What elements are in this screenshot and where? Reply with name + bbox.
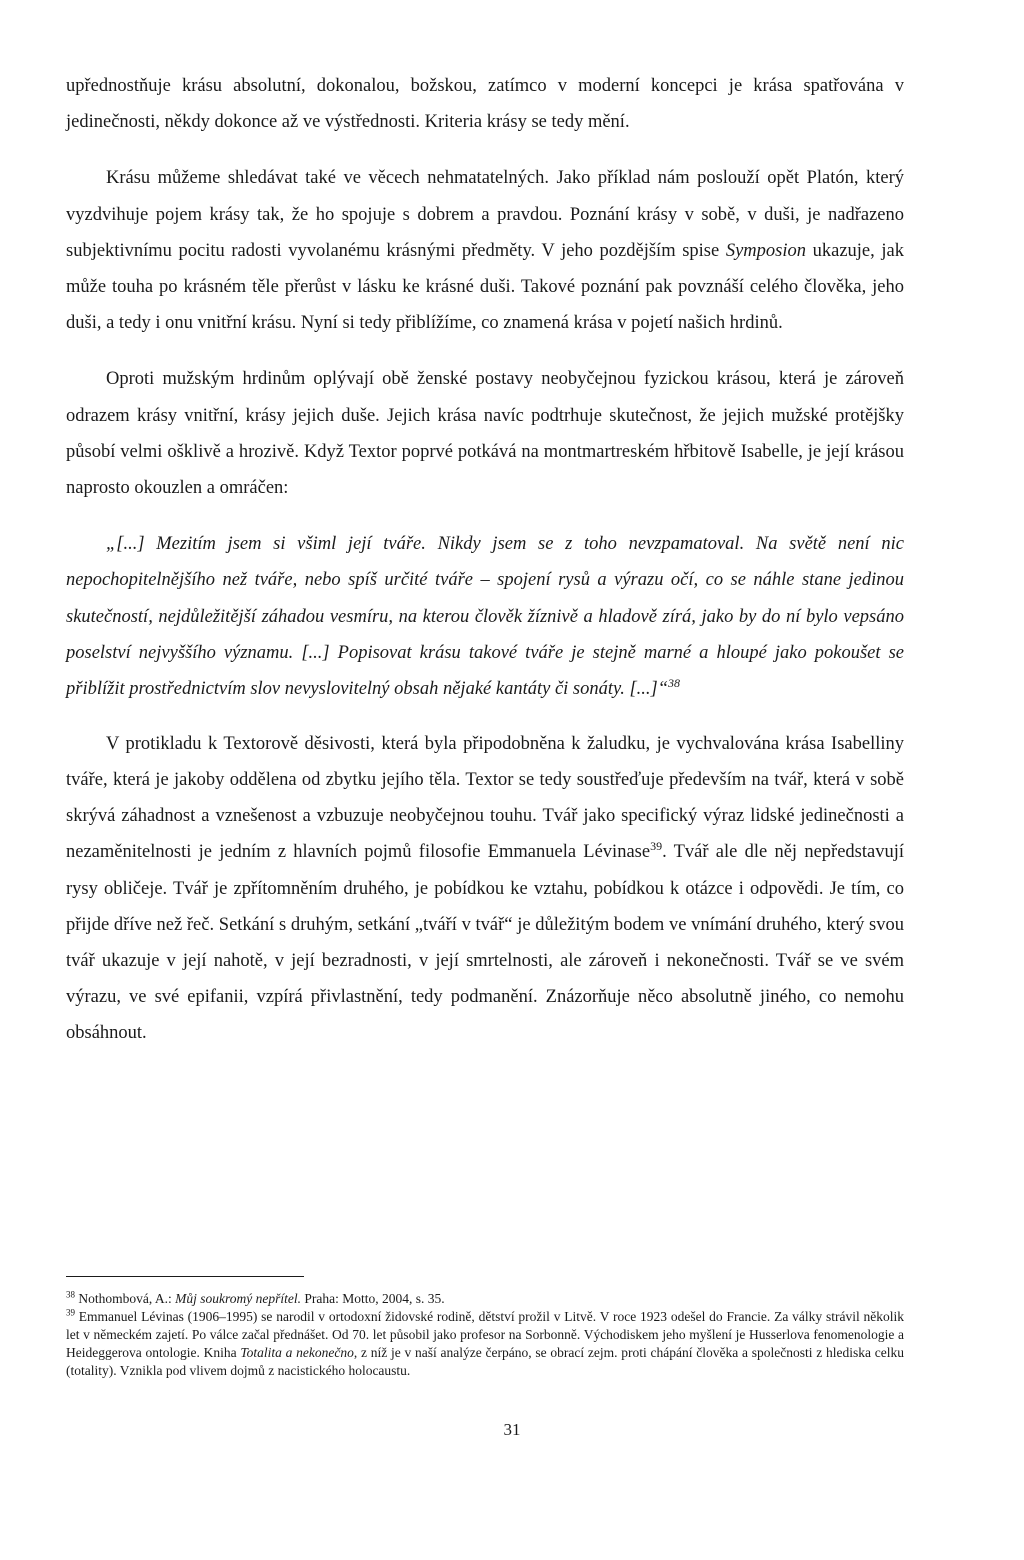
paragraph-4 (66, 726, 904, 1052)
paragraph-2-text-a: Krásu můžeme shledávat také ve věcech nehmatatelných. Jako příklad nám poslouží opět Platón, který vyzdvihuje pojem krásy tak, že ho spojuje s dobrem a pravdou. Poznání krásy v sobě, v duši, je nadřazeno subjektivnímu pocitu radosti vyvolanému krásnými předměty. V jeho pozdějším spise (66, 168, 904, 261)
footnote-39-book-title: Totalita a nekonečno (240, 1345, 354, 1360)
paragraph-2 (66, 160, 904, 341)
footnote-39 (66, 1308, 904, 1380)
paragraph-4-text-b: . Tvář ale dle něj nepředstavují rysy obličeje. Tvář je zpřítomněním druhého, je pobídkou ke vztahu, pobídkou k otázce i odpovědi. Je tím, co přijde dříve než řeč. Setkání s druhým, setkání „tváří v tvář“ je důležitým bodem ve vnímání druhého, který svou tvář ukazuje v její nahotě, v její bezradnosti, v její smrtelnosti, ale zároveň i nekonečnosti. Tvář se ve svém výrazu, ve své epifanii, vzpírá přivlastnění, tedy podmanění. Znázorňuje něco absolutně jiného, co nemohu obsáhnout. (66, 842, 904, 1044)
footnotes (66, 1290, 904, 1380)
footnote-38-book-title: Můj soukromý nepřítel. (175, 1291, 301, 1306)
footnote-38-number: 38 (66, 1289, 75, 1300)
paragraph-4-text-a: V protikladu k Textorově děsivosti, která byla připodobněna k žaludku, je vychvalována krása Isabelliny tváře, která je jakoby oddělena od zbytku jejího těla. Textor se tedy soustřeďuje především na tvář, která v sobě skrývá záhadnost a vznešenost a vzbuzuje neobyčejnou touhu. Tvář jako specifický výraz lidské jedinečnosti a nezaměnitelnosti je jedním z hlavních pojmů filosofie Emmanuela Lévinase (66, 733, 904, 863)
footnote-divider (66, 1276, 304, 1277)
footnote-38-text-a: Nothombová, A.: (75, 1291, 176, 1306)
footnote-39-text-a: Emmanuel Lévinas (1906–1995) se narodil v ortodoxní židovské rodině, dětství prožil v Litvě. V roce 1923 odešel do Francie. Za války strávil několik let v německém zajetí. Po válce začal přednášet. Od 70. let působil jako profesor na Sorbonně. Východiskem jeho myšlení je Husserlova fenomenologie a Heideggerova ontologie. Kniha (66, 1309, 904, 1360)
page-number: 31 (503, 1420, 521, 1439)
page-body (66, 68, 904, 1052)
block-quote (66, 526, 904, 707)
footnote-ref-39[interactable]: 39 (650, 839, 663, 854)
footnote-38 (66, 1290, 904, 1308)
paragraph-2-text-b: ukazuje, jak může touha po krásném těle přerůst v lásku ke krásné duši. Takové poznání pak povznáší celého člověka, jeho duši, a tedy i onu vnitřní krásu. Nyní si tedy přiblížíme, co znamená krása v pojetí našich hrdinů. (66, 240, 904, 334)
paragraph-3: Oproti mužským hrdinům oplývají obě ženské postavy neobyčejnou fyzickou krásou, která je zároveň odrazem krásy vnitřní, krásy jejich duše. Jejich krása navíc podtrhuje skutečnost, že jejich mužské protějšky působí velmi ošklivě a hrozivě. Když Textor poprvé potkává na montmartreském hřbitově Isabelle, je její krásou naprosto okouzlen a omráčen: (66, 369, 904, 499)
paragraph-1: upřednostňuje krásu absolutní, dokonalou, božskou, zatímco v moderní koncepci je krása spatřována v jedinečnosti, někdy dokonce až ve výstřednosti. Kriteria krásy se tedy mění. (66, 76, 904, 133)
footnote-39-number: 39 (66, 1307, 75, 1318)
footnote-ref-38[interactable]: 38 (668, 675, 681, 690)
footnote-39-text-b: , z níž je v naší analýze čerpáno, se obrací zejm. proti chápání člověka a společnosti z hlediska celku (totality). Vznikla pod vlivem dojmů z nacistického holocaustu. (66, 1345, 904, 1378)
book-title-symposion: Symposion (725, 240, 806, 261)
quote-text: „[...] Mezitím jsem si všiml její tváře. Nikdy jsem se z toho nevzpamatoval. Na světě není nic nepochopitelnějšího než tváře, nebo spíš určité tváře – spojení rysů a výrazu očí, co se náhle stane jedinou skutečností, nejdůležitější záhadou vesmíru, na kterou člověk žíznivě a hladově zírá, jako by do ní bylo vepsáno poselství nejvyššího významu. [...] Popisovat krásu takové tváře je stejně marné a hloupé jako pokoušet se přiblížit prostřednictvím slov nevyslovitelný obsah nějaké kantáty či sonáty. [...]“ (66, 534, 904, 700)
footnote-38-text-b: Praha: Motto, 2004, s. 35. (300, 1291, 445, 1306)
